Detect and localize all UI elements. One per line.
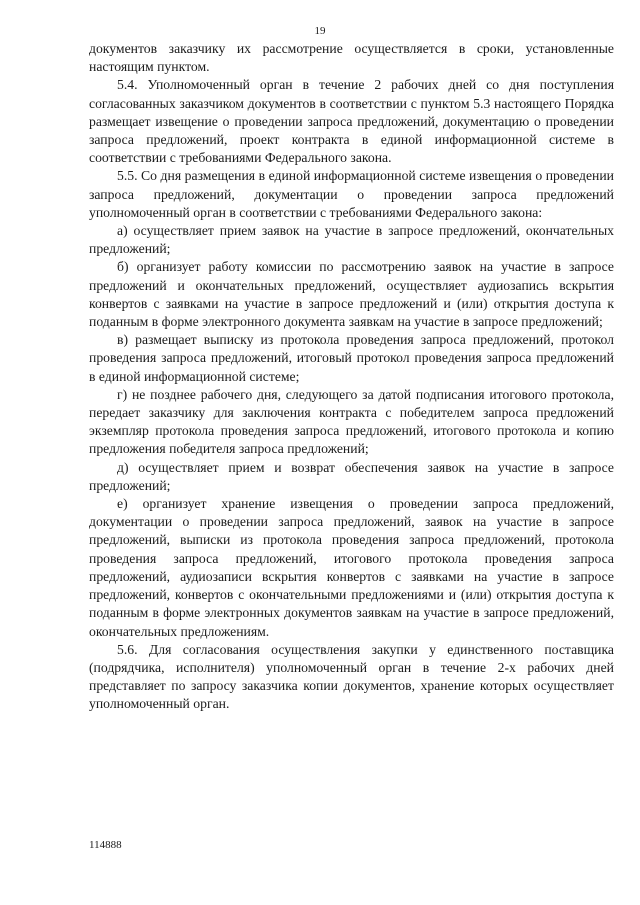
list-item-v: в) размещает выписку из протокола проведения запроса предложений, протокол проведения запроса предложений, итоговый протокол проведения запроса предложений в единой информационной системе; [89,332,614,384]
paragraph-5-6: 5.6. Для согласования осуществления закупки у единственного поставщика (подрядчика, исполнителя) уполномоченный орган в течение 2-х рабочих дней представляет по запросу заказчика копии документов, хранение которых осуществляет уполномоченный орган. [89,641,614,712]
list-item-e: е) организует хранение извещения о проведении запроса предложений, документации о проведении запроса предложений, заявок на участие в запросе предложений, выписки из протокола проведения запроса предложений, протокола проведения запроса предложений, итогового протокола проведения запроса предложений, аудиозаписи вскрытия конвертов с заявками на участие в запросе предложений, конвертов с окончательными предложениями и (или) открытия доступа к поданным в форме электронных документов заявкам на участие в запросе предложений, окончательных предложениям. [89,496,614,639]
list-item-d: д) осуществляет прием и возврат обеспечения заявок на участие в запросе предложений; [89,459,614,493]
list-item-a: а) осуществляет прием заявок на участие в запросе предложений, окончательных предложений; [89,223,614,257]
page-number: 19 [314,25,326,37]
paragraph-5-4: 5.4. Уполномоченный орган в течение 2 рабочих дней со дня поступления согласованных заказчиком документов в соответствии с пунктом 5.3 настоящего Порядка размещает извещение о проведении запроса предложений, документацию о проведении запроса предложений, проект контракта в единой информационной системе в соответствии с требованиями Федерального закона. [89,77,614,166]
document-code: 114888 [89,839,122,851]
list-item-g: г) не позднее рабочего дня, следующего за датой подписания итогового протокола, передает заказчику для заключения контракта с победителем запроса предложений экземпляр протокола проведения запроса предложений, итогового протокола и копию предложения победителя запроса предложений; [89,386,614,457]
paragraph-continuation: документов заказчику их рассмотрение осуществляется в сроки, установленные настоящим пунктом. [89,41,614,75]
list-item-b: б) организует работу комиссии по рассмотрению заявок на участие в запросе предложений и окончательных предложений, осуществляет аудиозапись вскрытия конвертов с заявками на участие в запросе предложений и (или) открытия доступа к поданным в форме электронного документа заявкам на участие в запросе предложений; [89,259,614,330]
paragraph-5-5: 5.5. Со дня размещения в единой информационной системе извещения о проведении запроса предложений, документации о проведении запроса предложений уполномоченный орган в соответствии с требованиями Федерального закона: [89,168,614,220]
document-body [89,40,614,714]
